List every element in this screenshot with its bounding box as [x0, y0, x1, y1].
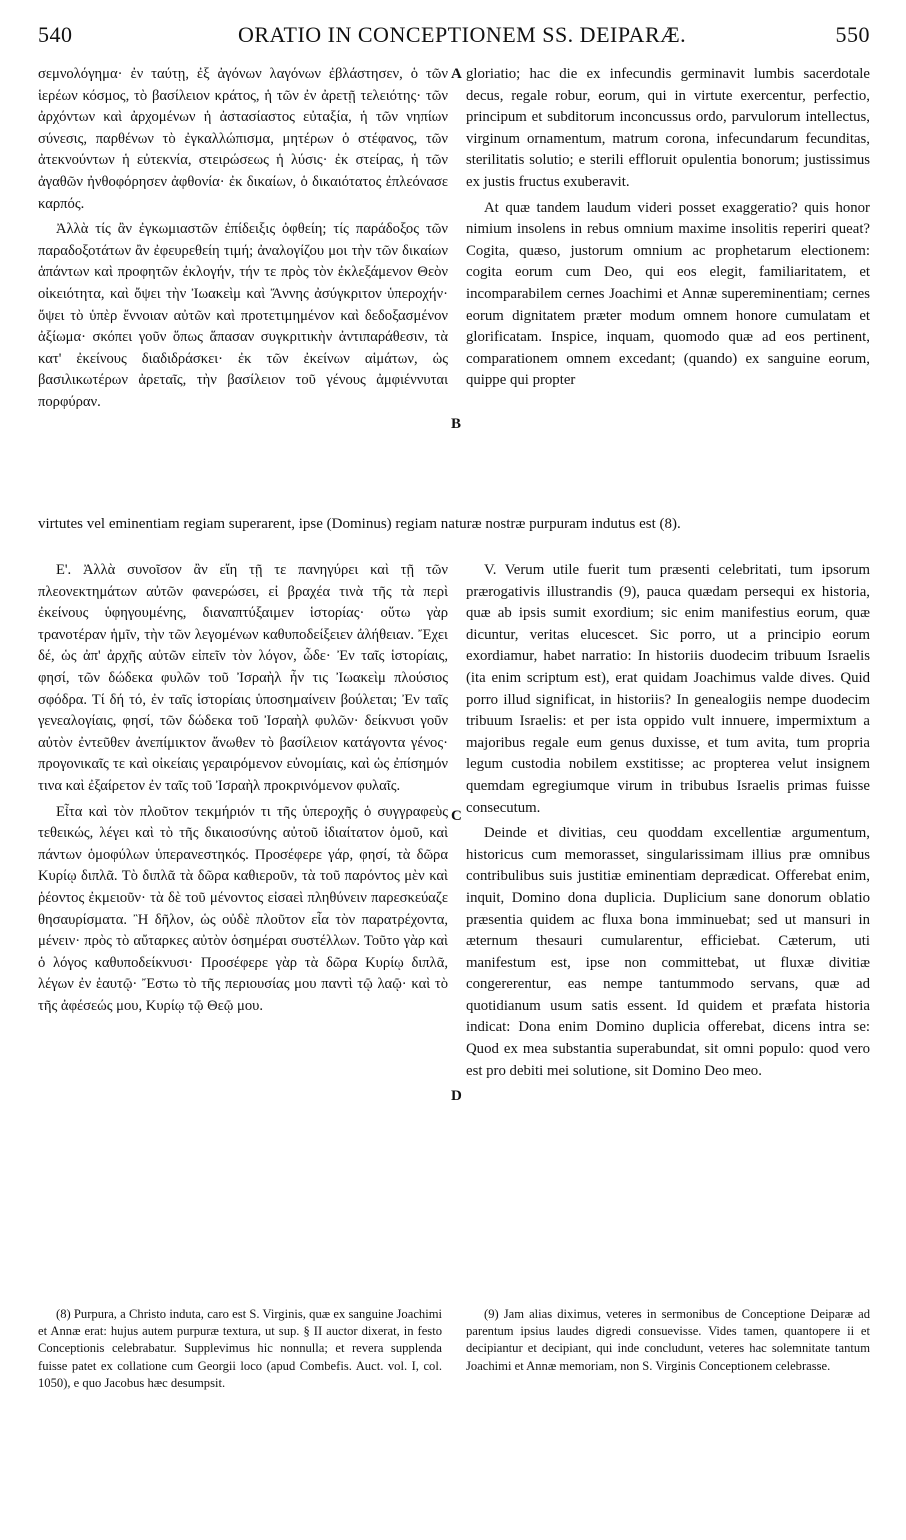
latin-paragraph-3: V. Verum utile fuerit tum præsenti celebritati, tum ipsorum prærogativis illustrandis (9), pauca quædam persequi ex historia, quæ ab ipsis sumit exordium; sic enim manifestius eorum, quæ dicuntur, veritas elucescet. Sic porro, ut a principio eorum exordiamur, habet narratio: In historiis duodecim tribuum Israelis (ita enim scriptum est), erat quidam Joachimus valde dives. Quid porro illud significat, in historiis? In genealogiis nempe duodecim tribuum Israelis: et per ista oppido vult innuere, impermixtum a majoribus regale eum genus duxisse, et tum avita, tum propria legum custodia nobilem exstitisse; ac propterea velut insignem quemdam egregiumque virum in tribubus Israelis primas fuisse consecutum. — [466, 562, 870, 816]
greek-paragraph-4: Εἶτα καὶ τὸν πλοῦτον τεκμήριόν τι τῆς ὑπεροχῆς ὁ συγγραφεὺς τεθεικώς, λέγει καὶ τὸ τῆς δικαιοσύνης αὐτοῦ ἰδιαίτατον ὁμοῦ, καὶ πάντων ὁμοφύλων ὑπερανεστηκός. Προσέφερε γάρ, φησί, τὰ δῶρα Κυρίῳ διπλᾶ. Τὸ διπλᾶ τὰ δῶρα καθιεροῦν, τὰ τοῦ παρόντος μὲν καὶ ῥέοντος ἐκμειοῦν· τὰ δὲ τοῦ μένοντος εἰσαεὶ πληθύνειν παρεσκεύαζε θησαυρίσματα. Ἢ δῆλον, ὡς οὐδὲ πλοῦτον εἶα τὸν παρατρέχοντα, μένειν· πρὸς τὸ αὔταρκες αὐτὸν ὁσημέραι συστέλλων. Τοῦτο γὰρ καὶ ὁ λόγος καθυποδείκνυσι· Προσέφερε γὰρ τὰ δῶρα Κυρίῳ διπλᾶ, λέγων ἐν ἑαυτῷ· Ἔστω τὸ τῆς περιουσίας μου παντὶ τῷ λαῷ· καὶ τὸ τῆς ἀφέσεώς μου, Κυρίῳ τῷ Θεῷ μου. — [38, 803, 448, 1014]
footnote-8: (8) Purpura, a Christo induta, caro est S. Virginis, quæ ex sanguine Joachimi et Annæ erat: hujus autem purpuræ textura, ut sup. § II auctor dixerat, in festo Conceptionis celebrabatur. Supplevimus hic nonnulla; et revera supplenda fuisse patet ex collatione cum Georgii loco (apud Combefis. Auct. vol. I, col. 1050), e quo Jacobus hæc desumpsit. — [38, 1307, 442, 1390]
margin-marker-d: D — [451, 1088, 462, 1104]
page-number-left: 540 — [38, 22, 73, 47]
margin-marker-c: C — [451, 808, 462, 824]
margin-marker-a: A — [451, 66, 462, 82]
greek-column-top — [38, 64, 448, 418]
latin-column-top — [466, 64, 870, 396]
latin-column-bottom — [466, 560, 870, 1086]
latin-paragraph-1: gloriatio; hac die ex infecundis germinavit lumbis sacerdotale decus, regale robur, eorum, qui in virtute exercentur, perfectio, principum et subditorum inconcussus ordo, parvulorum intellectus, virginum ornamentum, matrum corona, infecundarum fecunditas, sterilitatis solutio; e sterili effloruit opulentia bonorum; justissimus ex justis fructus exuberavit. — [466, 66, 870, 190]
greek-column-bottom — [38, 560, 448, 1021]
running-title: ORATIO IN CONCEPTIONEM SS. DEIPARÆ. — [238, 22, 687, 47]
page-number-right: 550 — [835, 22, 870, 47]
greek-paragraph-3: Ε'. Ἀλλὰ συνοῖσον ἂν εἴη τῇ τε πανηγύρει καὶ τῇ τῶν πλεονεκτημάτων αὐτῶν φανερώσει, εἰ βραχέα τινὰ τῆς τὰ περὶ ἐκείνους ὑφηγουμένης, διαναπτύξαιμεν ἱστορίας· οὕτω γὰρ τρανοτέραν ἡμῖν, τὴν τῶν λεγομένων καθυποδείξειεν ἀλήθειαν. Ἔχει δέ, ὡς ἀπ' ἀρχῆς αὐτῶν εἰπεῖν τὸν λόγον, ὧδε· Ἐν ταῖς ἱστορίαις, φησί, τῶν δώδεκα φυλῶν τοῦ Ἰσραὴλ ἦν τις Ἰωακεὶμ πλούσιος σφόδρα. Τί δή τό, ἐν ταῖς ἱστορίαις ὑποσημαίνειν βούλεται; Ἐν ταῖς γενεαλογίαις, φησί, τῶν δώδεκα τοῦ Ἰσραὴλ φυλῶν· δείκνυσι γοῦν αὐτὸν ἐντεῦθεν ἀνεπίμικτον ἄνωθεν τὸ βασίλειον κατάγοντα γένος· προγονικαῖς τε καὶ οἰκείαις γεραιρόμενον εὐνομίαις, καὶ ὡς ἐπίσημόν τινα καὶ ἐξαίρετον ἐν ταῖς τοῦ Ἰσραὴλ προκρινόμενον φυλαῖς. — [38, 562, 448, 794]
latin-paragraph-2: At quæ tandem laudum videri posset exaggeratio? quis honor nimium insolens in rebus omnium maxime insolitis reperiri queat? Cogita, quæso, justorum omnium ac prophetarum electionem: cogita eorum cum Deo, qui eos elegit, familiaritatem, et incomparabilem cernes Joachimi et Annæ supereminentiam; cernes eorum dignitatem præter modum omnem honore cumulatam et glorificatam. Inspice, inquam, quomodo quæ ad eos pertinent, comparationem omnem excedant; (quando) ex sanguine eorum, quippe qui propter — [466, 199, 870, 389]
footnote-9-block — [466, 1306, 870, 1379]
footnote-8-block — [38, 1306, 442, 1396]
greek-paragraph-2: Ἀλλὰ τίς ἂν ἐγκωμιαστῶν ἐπίδειξις ὀφθείη; τίς παράδοξος τῶν παραδοξοτάτων ἂν ἐφευρεθείη τιμή; ἀναλογίζου μοι τὴν τῶν δικαίων ἁπάντων καὶ προφητῶν ἐκλογήν, τήν τε πρὸς τὸν ἐκλεξάμενον Θεὸν οἰκειότητα, καὶ ὄψει τὴν Ἰωακεὶμ καὶ Ἄννης ἀσύγκριτον ὑπεροχήν· ὄψει τὸ ὑπὲρ ἔννοιαν αὐτῶν καὶ προτετιμημένον καὶ δεδοξασμένον ἀξίωμα· σκόπει γοῦν ὅπως ἅπασαν συγκριτικὴν ἀντιπαράθεσιν, τὰ κατ' ἐκείνους διαδιδράσκει· ἐκ τῶν ἐκείνων αἱμάτων, ὡς βασιλικωτέρων ἀρεταῖς, τὴν βασίλειον τοῦ γένους ἀμφιέννυται πορφύραν. — [38, 221, 448, 410]
greek-paragraph-1: σεμνολόγημα· ἐν ταύτῃ, ἐξ ἀγόνων λαγόνων ἐβλάστησεν, ὁ τῶν ἱερέων κόσμος, τὸ βασίλειον κράτος, ἡ τῶν ἐν ἀρετῇ τελειότης· τῶν ἀρχόντων καὶ ἀρχομένων ἡ ἀστασίαστος εὐταξία, ἡ τῶν νηπίων σύνεσις, παρθένων τὸ ἐγκαλλώπισμα, μητέρων ὁ στέφανος, τῶν ἀτεκνούντων ἡ εὐτεκνία, στειρώσεως ἡ λύσις· ἐκ στείρας, ἡ τῶν ἀγαθῶν ἠνθοφόρησεν ἀφθονία· ἐκ δικαίων, ὁ δικαιότατος ἐπλεόνασε καρπός. — [38, 66, 448, 212]
footnote-9: (9) Jam alias diximus, veteres in sermonibus de Conceptione Deiparæ ad parentum ipsius laudes digredi consuevisse. Vides tamen, quantopere ii et decipiantur et decipiant, qui inde concludunt, veteres hac solemnitate tantum Joachimi et Annæ memoriam, non S. Virginis Conceptionem celebrasse. — [466, 1307, 870, 1373]
latin-paragraph-4: Deinde et divitias, ceu quoddam excellentiæ argumentum, historicus cum memorasset, singularissimam illius præ omnibus contribulibus suis justitiæ eminentiam deprædicat. Offerebat enim, inquit, Domino dona duplicia. Duplicium sane donorum oblatio præsentia quidem ac fluxa bona imminuebat; sed ut mansuri in æternum thesauri cumularentur, efficiebat. Cæterum, uti manifestum est, ipse non committebat, ut fluxæ divitiæ congererentur, eas nempe tantummodo servans, quæ ad quotidianum usum satis essent. Id quidem et præfata historia indicat: Dona enim Domino duplicia offerebat, dicens intra se: Quod ex mea substantia superabundat, sit omni populo: quod vero est pro debiti mei solutione, sit Domino Deo meo. — [466, 825, 870, 1079]
full-width-line: virtutes vel eminentiam regiam superarent, ipse (Dominus) regiam naturæ nostræ purpuram indutus est (8). — [38, 516, 681, 532]
page-header — [38, 22, 870, 56]
margin-marker-b: B — [451, 416, 462, 432]
